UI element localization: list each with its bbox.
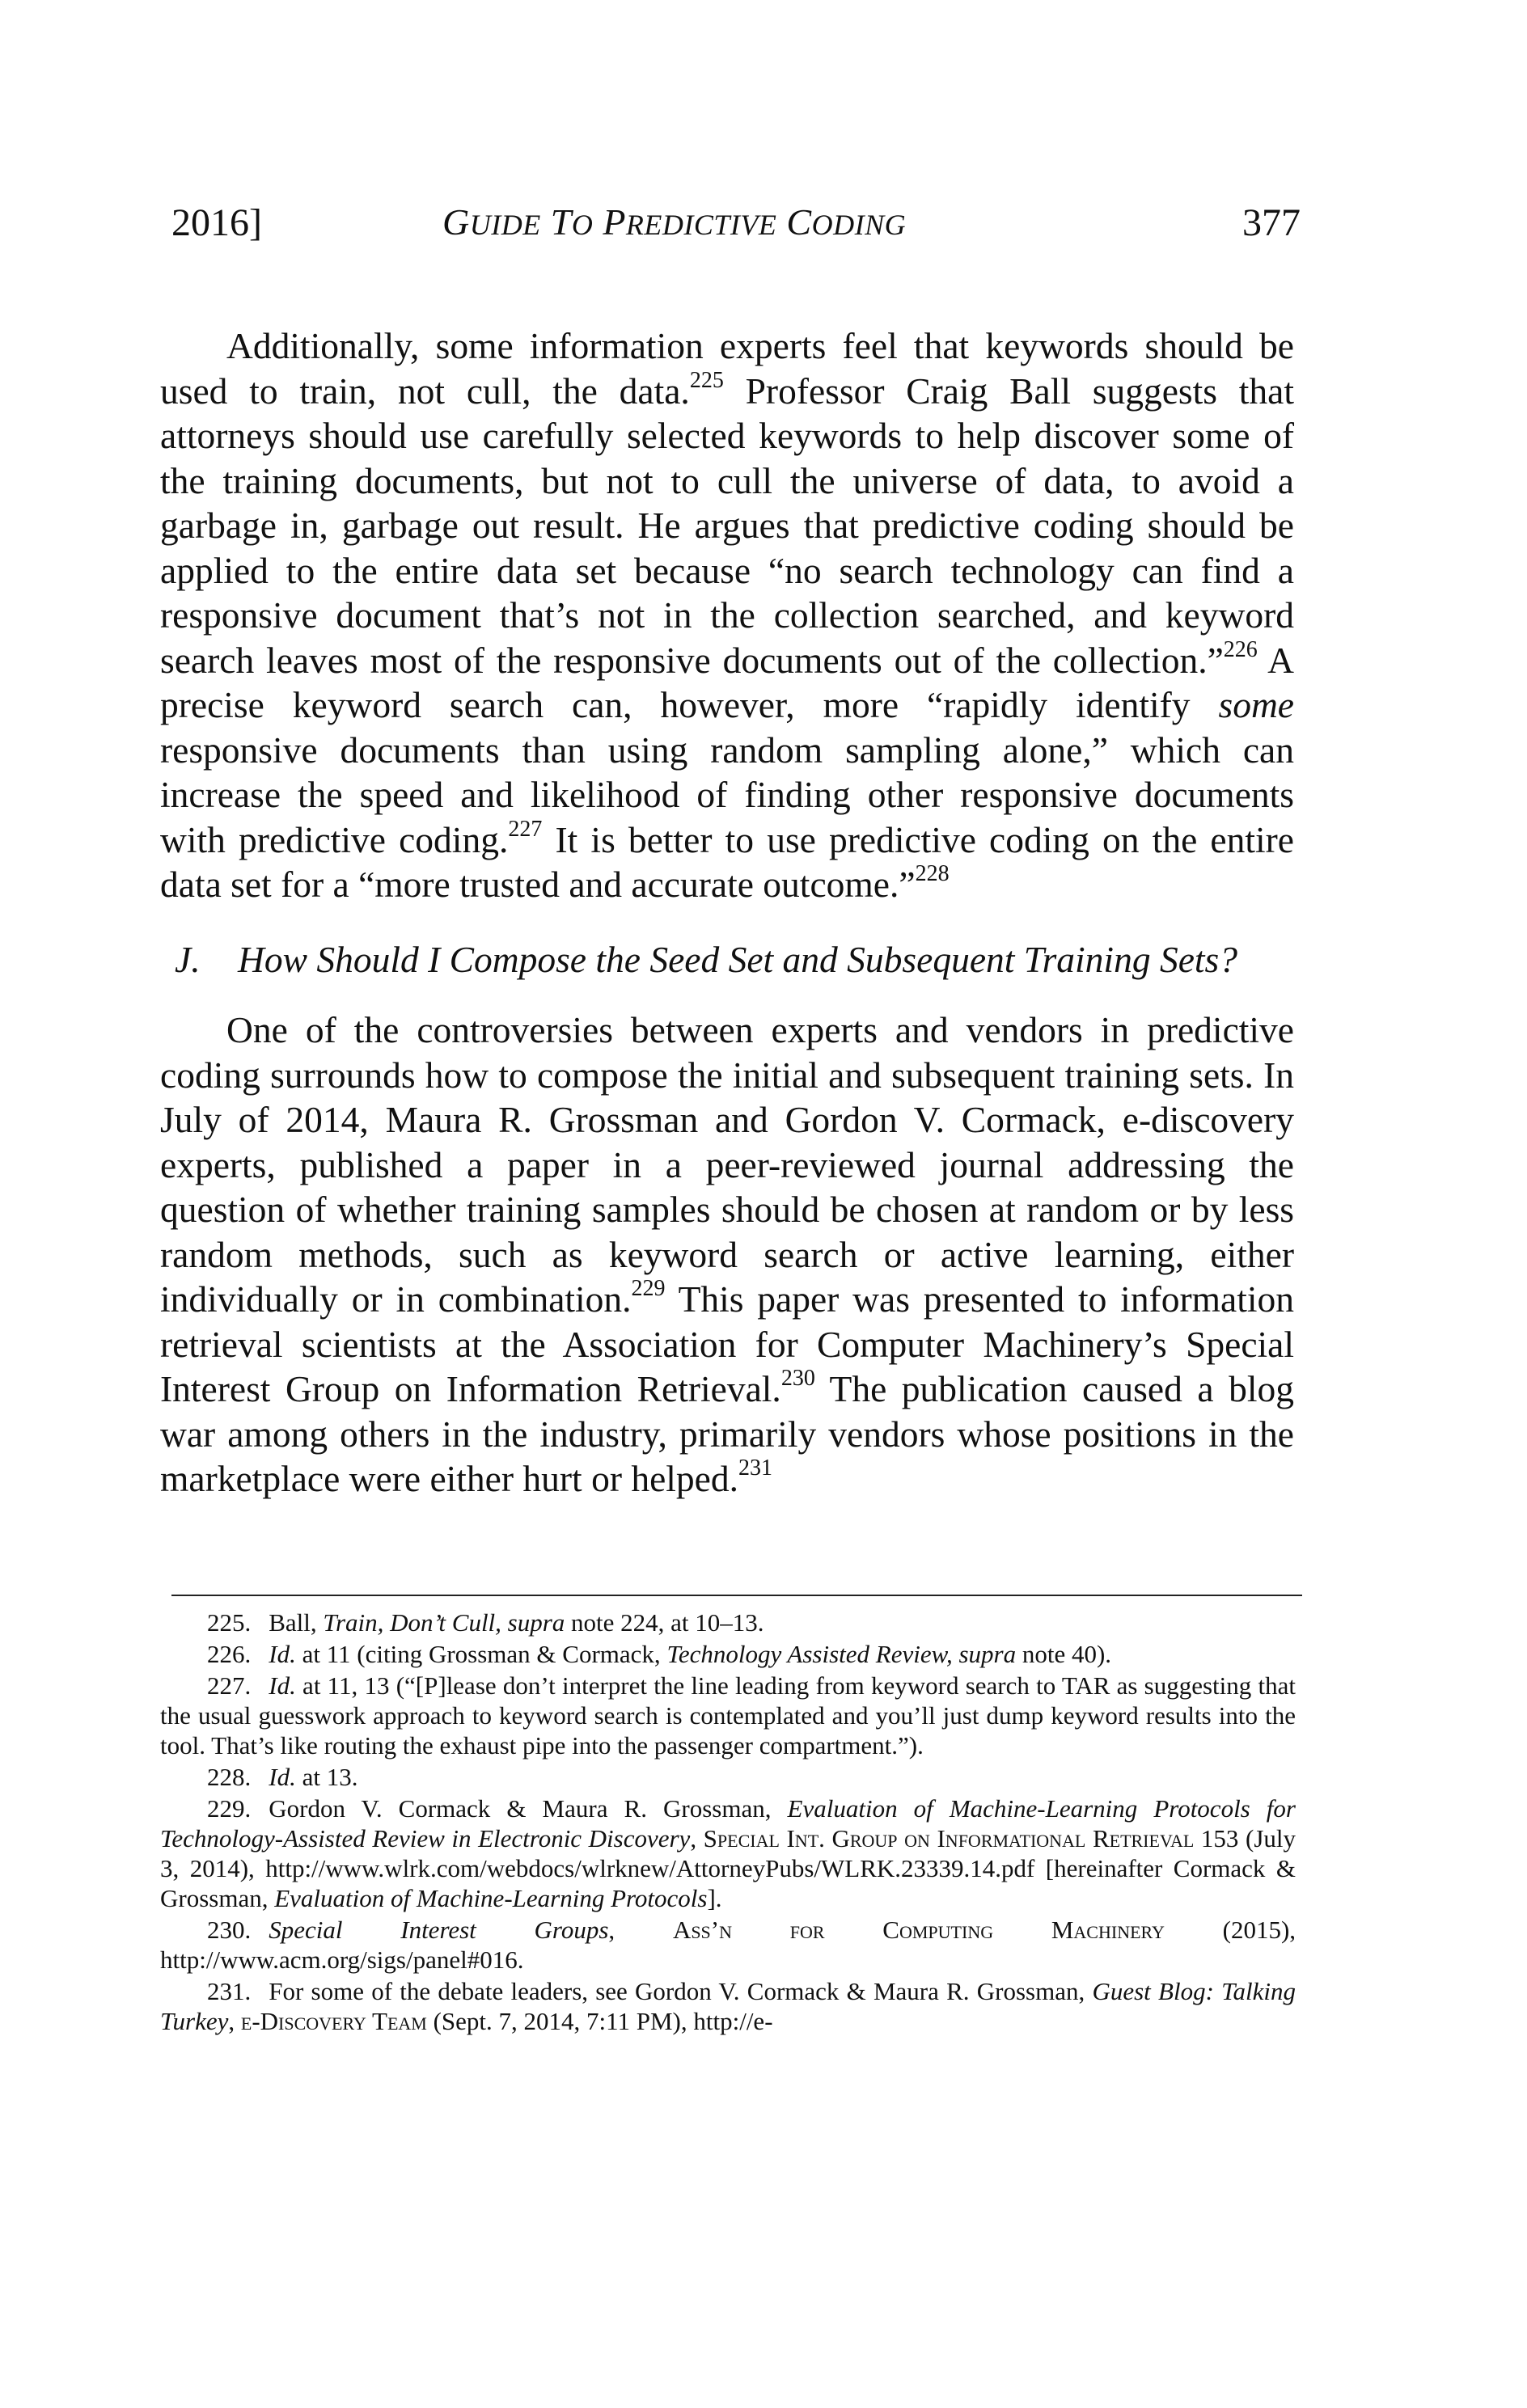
header-title (442, 201, 906, 243)
footnote-divider (171, 1595, 1302, 1596)
footnote-230: 230. Special Interest Groups, Ass’n for Computing Machinery (2015), http://www.acm.org/sigs/panel#016. (160, 1916, 1296, 1974)
footnote-227: 227. Id. at 11, 13 (“[P]lease don’t interpret the line leading from keyword search to TAR as suggesting that the usual guesswork approach to keyword search is contemplated and you’ll just dump keyword results into the tool. That’s like routing the exhaust pipe into the passenger compartment.”). (160, 1671, 1296, 1760)
header-volume: 2016] (171, 201, 262, 244)
running-header (171, 201, 1301, 257)
page-number: 377 (1242, 201, 1301, 244)
footnote-ref-228: 228 (915, 861, 950, 886)
paragraph-keywords: Additionally, some information experts feel that keywords should be used to train, not cull, the data.$^{225}$ Professor Craig Ball suggests that attorneys should use carefully selected keywords to help discover some of the training documents, but not to cull the universe of data, to avoid a garbage in, garbage out result. He argues that predictive coding should be applied to the entire data set because “no search technology can find a responsive document that’s not in the collection searched, and keyword search leaves most of the responsive documents out of the collection.”$^{226}$ A precise keyword search can, however, more “rapidly identify some responsive documents than using random sampling alone,” which can increase the speed and likelihood of finding other responsive documents with predictive coding.$^{227}$ It is better to use predictive coding on the entire data set for a “more trusted and accurate outcome.”$^{228}$ (160, 325, 1295, 905)
footnote-228: 228. Id. at 13. (207, 1763, 358, 1791)
footnote-225: 225. Ball, Train, Don’t Cull, supra note 224, at 10–13. (207, 1608, 764, 1637)
footnote-231: 231. For some of the debate leaders, see Gordon V. Cormack & Maura R. Grossman, Guest Blog: Talking Turkey, e-Discovery Team (Sept. 7, 2014, 7:11 PM), http://e- (160, 1977, 1296, 2035)
footnote-ref-231: 231 (738, 1455, 773, 1481)
footnote-ref-230: 230 (780, 1366, 815, 1391)
section-heading (175, 938, 1294, 981)
footnote-ref-229: 229 (631, 1276, 666, 1301)
header-title-text: GUIDE TO PREDICTIVE CODING (442, 201, 907, 243)
footnote-229: 229. Gordon V. Cormack & Maura R. Grossman, Evaluation of Machine-Learning Protocols for Technology-Assisted Review in Electronic Discovery, Special Int. Group on Informational Retrieval 153 (July 3, 2014), http://www.wlrk.com/webdocs/wlrknew/AttorneyPubs/WLRK.23339.14.pdf [hereinafter Cormack & Grossman, Evaluation of Machine-Learning Protocols]. (160, 1794, 1296, 1912)
footnote-ref-227: 227 (508, 816, 543, 842)
body-section-2 (160, 1008, 1294, 1502)
footnote-ref-225: 225 (689, 367, 724, 393)
section-letter: J. (175, 939, 201, 980)
paragraph-seed-set: One of the controversies between experts and vendors in predictive coding surrounds how to compose the initial and subsequent training sets. In July of 2014, Maura R. Grossman and Gordon V. Cormack, e-discovery experts, published a paper in a peer-reviewed journal addressing the question of whether training samples should be chosen at random or by less random methods, such as keyword search or active learning, either individually or in combination.$^{229}$ This paper was presented to information retrieval scientists at the Association for Computer Machinery’s Special Interest Group on Information Retrieval.$^{230}$ The publication caused a blog war among others in the industry, primarily vendors whose positions in the marketplace were either hurt or helped.$^{231}$ (160, 1009, 1294, 1499)
body-section-1 (160, 323, 1294, 907)
footnotes (160, 1607, 1296, 2038)
footnote-226: 226. Id. at 11 (citing Grossman & Cormack, Technology Assisted Review, supra note 40). (207, 1640, 1112, 1668)
section-title: How Should I Compose the Seed Set and Subsequent Training Sets? (238, 939, 1237, 980)
footnote-ref-226: 226 (1223, 636, 1258, 662)
